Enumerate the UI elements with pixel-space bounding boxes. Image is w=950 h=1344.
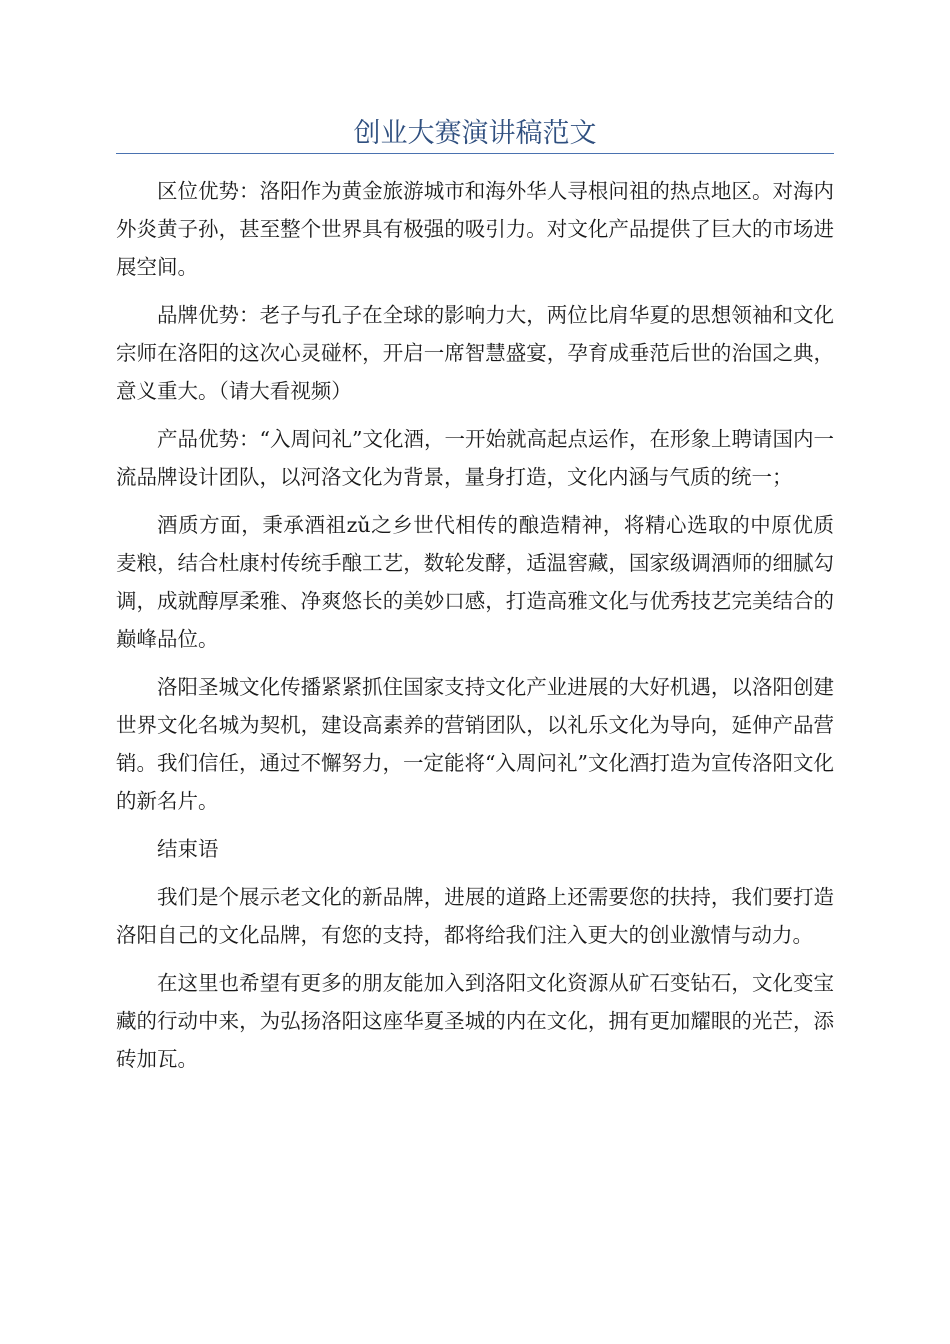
paragraph-brand-advantage: 品牌优势：老子与孔子在全球的影响力大，两位比肩华夏的思想领袖和文化宗师在洛阳的这次心灵碰杯，开启一席智慧盛宴，孕育成垂范后世的治国之典，意义重大。（请大看视频） [116, 303, 834, 403]
paragraph-product-advantage: 产品优势：“入周问礼”文化酒，一开始就高起点运作，在形象上聘请国内一流品牌设计团队，以河洛文化为背景，量身打造，文化内涵与气质的统一； [116, 427, 834, 489]
paragraph-liquor-quality: 酒质方面，秉承酒祖zǔ之乡世代相传的酿造精神，将精心选取的中原优质麦粮，结合杜康村传统手酿工艺，数轮发酵，适温窖藏，国家级调酒师的细腻勾调，成就醇厚柔雅、净爽悠长的美妙口感，打造高雅文化与优秀技艺完美结合的巅峰品位。 [116, 513, 834, 651]
paragraph-company-vision: 洛阳圣城文化传播紧紧抓住国家支持文化产业进展的大好机遇，以洛阳创建世界文化名城为契机，建设高素养的营销团队，以礼乐文化为导向，延伸产品营销。我们信任，通过不懈努力，一定能将“入周问礼”文化酒打造为宣传洛阳文化的新名片。 [116, 675, 834, 813]
document-title: 创业大赛演讲稿范文 [353, 118, 597, 149]
paragraph-closing-invitation: 在这里也希望有更多的朋友能加入到洛阳文化资源从矿石变钻石，文化变宝藏的行动中来，为弘扬洛阳这座华夏圣城的内在文化，拥有更加耀眼的光芒，添砖加瓦。 [116, 971, 834, 1071]
document-body [116, 172, 834, 1088]
title-underline [116, 153, 834, 154]
paragraph-closing-support: 我们是个展示老文化的新品牌，进展的道路上还需要您的扶持，我们要打造洛阳自己的文化品牌，有您的支持，都将给我们注入更大的创业激情与动力。 [116, 885, 834, 947]
paragraph-closing-heading: 结束语 [157, 837, 219, 861]
paragraph-location-advantage: 区位优势：洛阳作为黄金旅游城市和海外华人寻根问祖的热点地区。对海内外炎黄子孙，甚至整个世界具有极强的吸引力。对文化产品提供了巨大的市场进展空间。 [116, 179, 834, 279]
